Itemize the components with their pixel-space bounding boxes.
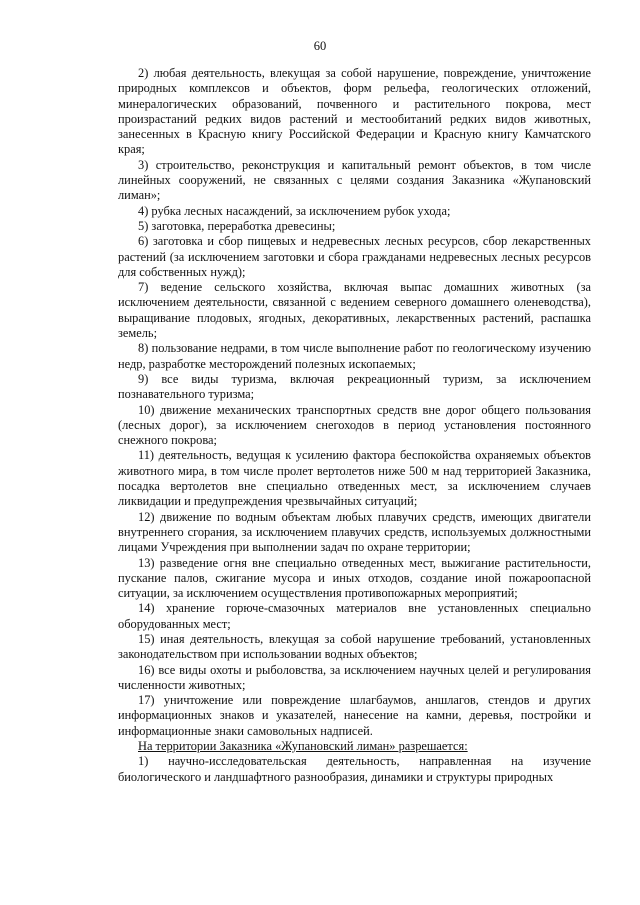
document-body: [118, 66, 591, 785]
section-heading-permitted: На территории Заказника «Жупановский лиман» разрешается:: [138, 739, 468, 754]
prohibition-item-13: 13) разведение огня вне специально отведенных мест, выжигание растительности, пускание палов, сжигание мусора и иных отходов, создание иной пожароопасной ситуации, за исключением осуществления противопожарных мероприятий;: [118, 555, 591, 601]
permitted-item-1: 1) научно-исследовательская деятельность, направленная на изучение биологического и ландшафтного разнообразия, динамики и структуры природных: [118, 754, 591, 784]
prohibition-item-16: 16) все виды охоты и рыболовства, за исключением научных целей и регулирования численности животных;: [118, 662, 591, 692]
prohibition-item-6: 6) заготовка и сбор пищевых и недревесных лесных ресурсов, сбор лекарственных растений (за исключением заготовки и сбора гражданами недревесных лесных ресурсов для собственных нужд);: [118, 234, 591, 279]
page-number: 60: [313, 39, 327, 53]
prohibition-item-4: 4) рубка лесных насаждений, за исключением рубок ухода;: [138, 203, 451, 218]
prohibition-item-15: 15) иная деятельность, влекущая за собой нарушение требований, установленных законодательством при использовании водных объектов;: [118, 631, 591, 662]
prohibition-item-9: 9) все виды туризма, включая рекреационный туризм, за исключением познавательного туризма;: [118, 371, 591, 402]
prohibition-item-7: 7) ведение сельского хозяйства, включая выпас домашних животных (за исключением деятельности, связанной с ведением северного домашнего оленеводства), выращивание плодовых, ягодных, декоративных, лекарственных растений, распашка земель;: [118, 280, 591, 341]
prohibition-item-8: 8) пользование недрами, в том числе выполнение работ по геологическому изучению недр, разработке месторождений полезных ископаемых;: [118, 341, 591, 371]
prohibition-item-3: 3) строительство, реконструкция и капитальный ремонт объектов, в том числе линейных сооружений, не связанных с целями создания Заказника «Жупановский лиман»;: [118, 157, 591, 203]
prohibition-item-17: 17) уничтожение или повреждение шлагбаумов, аншлагов, стендов и других информационных знаков и указателей, нанесение на камни, деревья, постройки и информационные знаки самовольных надписей.: [118, 693, 591, 738]
prohibition-item-5: 5) заготовка, переработка древесины;: [138, 218, 336, 233]
prohibition-item-2: 2) любая деятельность, влекущая за собой нарушение, повреждение, уничтожение природных комплексов и объектов, форм рельефа, геологических отложений, минералогических образований, почвенного и растительного покрова, мест произрастаний редких видов растений и местообитаний редких видов животных, занесенных в Красную книгу Российской Федерации и Красную книгу Камчатского края;: [118, 66, 591, 157]
prohibition-item-10: 10) движение механических транспортных средств вне дорог общего пользования (лесных дорог), за исключением снегоходов в период установления постоянного снежного покрова;: [118, 402, 591, 448]
prohibition-item-11: 11) деятельность, ведущая к усилению фактора беспокойства охраняемых объектов животного мира, в том числе пролет вертолетов ниже 500 м над территорией Заказника, посадка вертолетов вне специально отведенных мест, за исключением случаев ликвидации и предупреждения чрезвычайных ситуаций;: [118, 448, 591, 509]
prohibition-item-12: 12) движение по водным объектам любых плавучих средств, имеющих двигатели внутреннего сгорания, за исключением плавучих средств, используемых должностными лицами Учреждения при выполнении задач по охране территории;: [118, 509, 591, 555]
prohibition-item-14: 14) хранение горюче-смазочных материалов вне установленных специально оборудованных мест;: [118, 601, 591, 631]
